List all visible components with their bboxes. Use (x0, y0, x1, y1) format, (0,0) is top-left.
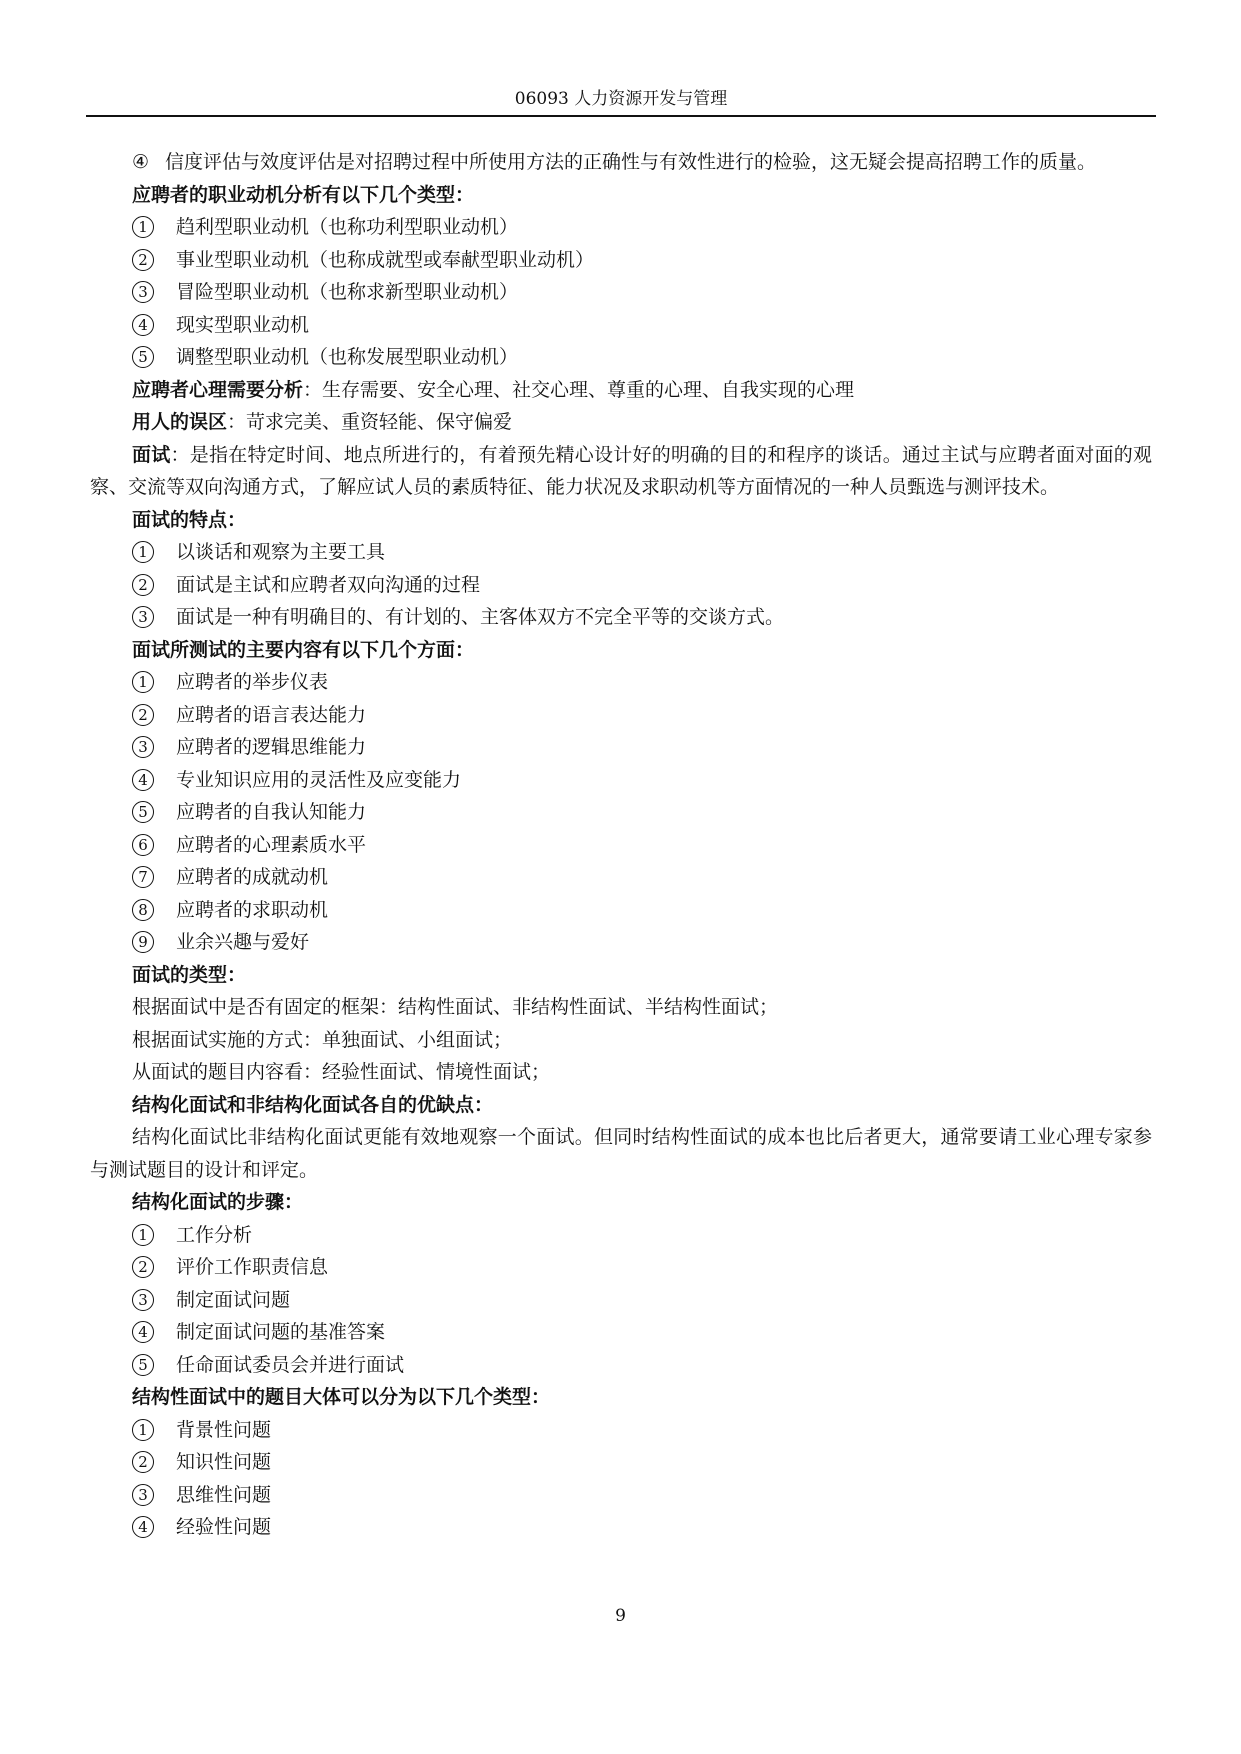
contents-list (90, 666, 1152, 959)
interview-definition (90, 439, 1152, 504)
list-item-text: 评价工作职责信息 (176, 1256, 329, 1278)
document-body (90, 146, 1152, 1544)
types-line: 根据面试中是否有固定的框架：结构性面试、非结构性面试、半结构性面试； (132, 996, 779, 1018)
list-item-text: 经验性问题 (176, 1516, 272, 1538)
marker-1: 1 (132, 1419, 154, 1441)
list-item (90, 926, 1152, 959)
misuse-text: ：苛求完美、重资轻能、保守偏爱 (227, 411, 513, 433)
steps-list (90, 1219, 1152, 1382)
marker-9: 9 (132, 931, 154, 953)
contents-heading: 面试所测试的主要内容有以下几个方面： (132, 638, 475, 661)
marker-5: 5 (132, 801, 154, 823)
marker-2: 2 (132, 1451, 154, 1473)
list-item (90, 309, 1152, 342)
marker-2: 2 (132, 249, 154, 271)
interview-definition-text: ：是指在特定时间、地点所进行的，有着预先精心设计好的明确的目的和程序的谈话。通过主试与应聘者面对面的观察、交流等双向沟通方式，了解应试人员的素质特征、能力状况及求职动机等方面情况的一种人员甄选与测评技术。 (90, 443, 1152, 498)
list-item-text: 面试是主试和应聘者双向沟通的过程 (176, 573, 481, 596)
intro-paragraph (90, 146, 1152, 179)
list-item-text: 应聘者的自我认知能力 (176, 801, 367, 823)
marker-7: 7 (132, 866, 154, 888)
types-line: 根据面试实施的方式：单独面试、小组面试； (132, 1028, 513, 1051)
list-item (90, 764, 1152, 797)
list-item (90, 1446, 1152, 1479)
list-item (90, 699, 1152, 732)
list-item (90, 1251, 1152, 1284)
document-title: 06093 人力资源开发与管理 (514, 89, 728, 109)
list-item (90, 666, 1152, 699)
list-item-text: 专业知识应用的灵活性及应变能力 (176, 768, 462, 791)
list-item-text: 应聘者的举步仪表 (176, 671, 329, 693)
marker-1: 1 (132, 216, 154, 238)
list-item (90, 1219, 1152, 1252)
question-types-list (90, 1414, 1152, 1544)
marker-2: 2 (132, 704, 154, 726)
list-item (90, 1316, 1152, 1349)
marker-2: 2 (132, 574, 154, 596)
marker-8: 8 (132, 899, 154, 921)
list-item-text: 以谈话和观察为主要工具 (176, 541, 386, 563)
list-item-text: 趋利型职业动机（也称功利型职业动机） (176, 216, 519, 238)
psych-needs-label: 应聘者心理需要分析 (132, 378, 304, 401)
list-item-text: 思维性问题 (176, 1483, 272, 1506)
intro-text: 信度评估与效度评估是对招聘过程中所使用方法的正确性与有效性进行的检验，这无疑会提高招聘工作的质量。 (165, 151, 1097, 173)
marker-4: 4 (132, 314, 154, 336)
list-item-text: 背景性问题 (176, 1418, 272, 1441)
types-line: 从面试的题目内容看：经验性面试、情境性面试； (132, 1061, 551, 1083)
list-item-text: 调整型职业动机（也称发展型职业动机） (176, 346, 519, 368)
misuse-line (90, 406, 1152, 439)
motivation-list (90, 211, 1152, 374)
marker-1: 1 (132, 671, 154, 693)
list-item-text: 制定面试问题 (176, 1288, 291, 1311)
list-item-text: 应聘者的心理素质水平 (176, 833, 367, 856)
motivation-heading: 应聘者的职业动机分析有以下几个类型： (132, 183, 475, 206)
list-item (90, 829, 1152, 862)
list-item-text: 应聘者的语言表达能力 (176, 703, 367, 726)
list-item (90, 536, 1152, 569)
list-item-text: 知识性问题 (176, 1451, 272, 1473)
steps-heading: 结构化面试的步骤： (132, 1191, 304, 1213)
list-item (90, 1414, 1152, 1447)
intro-marker: ④ (132, 151, 150, 173)
list-item (90, 244, 1152, 277)
marker-1: 1 (132, 541, 154, 563)
list-item-text: 应聘者的求职动机 (176, 898, 329, 921)
list-item-text: 业余兴趣与爱好 (176, 931, 310, 953)
marker-4: 4 (132, 1321, 154, 1343)
interview-label: 面试 (132, 443, 171, 466)
marker-4: 4 (132, 1516, 154, 1538)
pros-cons-heading: 结构化面试和非结构化面试各自的优缺点： (132, 1093, 494, 1116)
list-item-text: 工作分析 (176, 1223, 253, 1246)
list-item-text: 面试是一种有明确目的、有计划的、主客体双方不完全平等的交谈方式。 (176, 606, 785, 628)
marker-4: 4 (132, 769, 154, 791)
marker-3: 3 (132, 606, 154, 628)
pros-cons-paragraph: 结构化面试比非结构化面试更能有效地观察一个面试。但同时结构性面试的成本也比后者更大，通常要请工业心理专家参与测试题目的设计和评定。 (90, 1126, 1152, 1181)
list-item (90, 276, 1152, 309)
question-types-heading: 结构性面试中的题目大体可以分为以下几个类型： (132, 1386, 551, 1408)
list-item (90, 569, 1152, 602)
list-item (90, 1284, 1152, 1317)
list-item (90, 341, 1152, 374)
list-item-text: 应聘者的成就动机 (176, 866, 329, 888)
psych-needs-line (90, 374, 1152, 407)
list-item-text: 事业型职业动机（也称成就型或奉献型职业动机） (176, 248, 595, 271)
list-item-text: 应聘者的逻辑思维能力 (176, 736, 367, 758)
list-item (90, 1479, 1152, 1512)
marker-6: 6 (132, 834, 154, 856)
list-item (90, 796, 1152, 829)
features-list (90, 536, 1152, 634)
page-number: 9 (615, 1606, 626, 1626)
list-item (90, 1511, 1152, 1544)
list-item-text: 冒险型职业动机（也称求新型职业动机） (176, 281, 519, 303)
marker-3: 3 (132, 736, 154, 758)
list-item (90, 601, 1152, 634)
marker-3: 3 (132, 1484, 154, 1506)
features-heading: 面试的特点： (132, 508, 247, 531)
types-heading: 面试的类型： (132, 963, 247, 986)
marker-1: 1 (132, 1224, 154, 1246)
list-item (90, 731, 1152, 764)
list-item (90, 894, 1152, 927)
marker-5: 5 (132, 346, 154, 368)
list-item (90, 1349, 1152, 1382)
list-item-text: 任命面试委员会并进行面试 (176, 1353, 405, 1376)
marker-2: 2 (132, 1256, 154, 1278)
marker-3: 3 (132, 281, 154, 303)
psych-needs-text: ：生存需要、安全心理、社交心理、尊重的心理、自我实现的心理 (303, 378, 855, 401)
marker-3: 3 (132, 1289, 154, 1311)
page-header (86, 86, 1156, 117)
list-item-text: 现实型职业动机 (176, 313, 310, 336)
misuse-label: 用人的误区 (132, 411, 228, 433)
marker-5: 5 (132, 1354, 154, 1376)
list-item (90, 861, 1152, 894)
list-item (90, 211, 1152, 244)
list-item-text: 制定面试问题的基准答案 (176, 1321, 386, 1343)
